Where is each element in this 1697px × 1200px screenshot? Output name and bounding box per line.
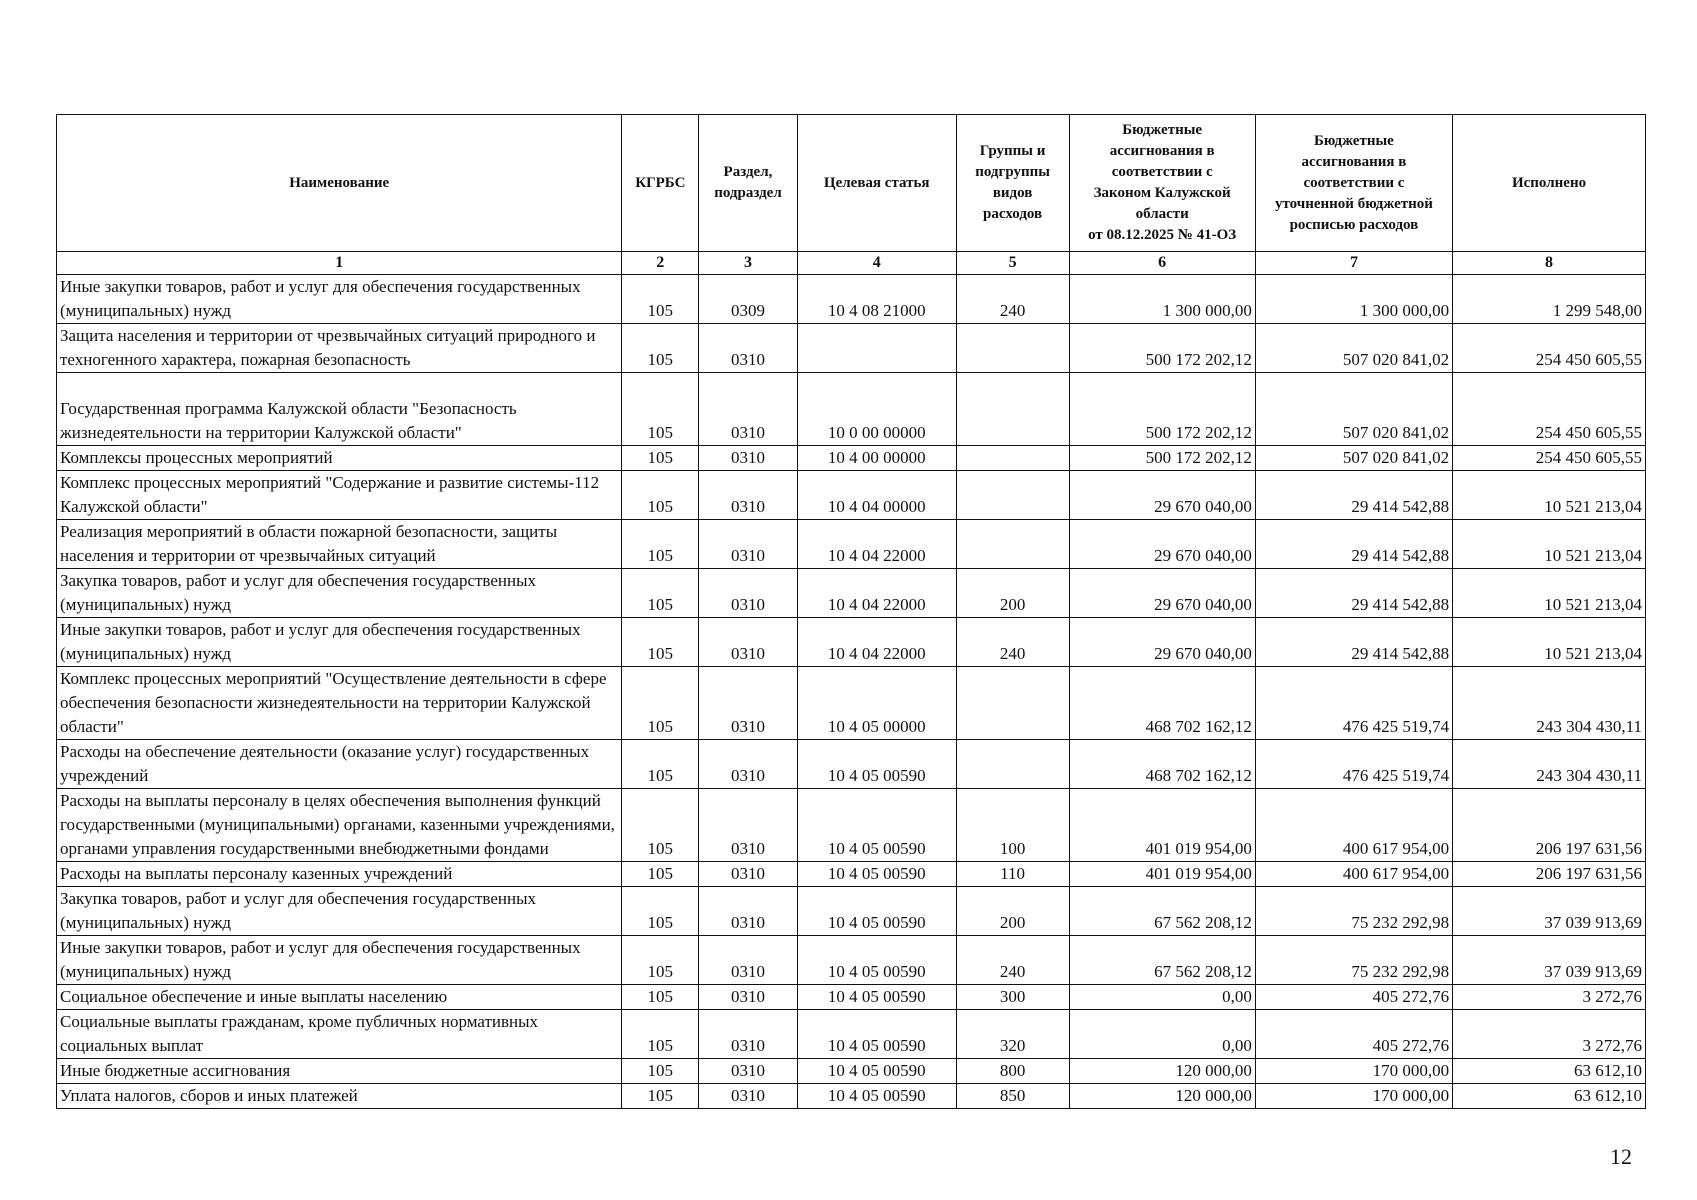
cell-refined-amount: 29 414 542,88	[1255, 471, 1452, 520]
cell-group: 320	[956, 1010, 1069, 1059]
cell-section: 0310	[699, 324, 798, 373]
cell-target: 10 4 05 00590	[797, 1084, 956, 1109]
cell-group	[956, 520, 1069, 569]
cell-law-amount: 468 702 162,12	[1069, 667, 1255, 740]
cell-group: 240	[956, 618, 1069, 667]
table-row	[57, 275, 1646, 324]
cell-kgrbs: 105	[622, 1059, 699, 1084]
cell-section: 0310	[699, 618, 798, 667]
table-row	[57, 324, 1646, 373]
cell-kgrbs: 105	[622, 1010, 699, 1059]
cell-refined-amount: 29 414 542,88	[1255, 520, 1452, 569]
table-row	[57, 1084, 1646, 1109]
cell-law-amount: 29 670 040,00	[1069, 618, 1255, 667]
cell-law-amount: 29 670 040,00	[1069, 520, 1255, 569]
cell-group: 300	[956, 985, 1069, 1010]
cell-law-amount: 500 172 202,12	[1069, 446, 1255, 471]
cell-refined-amount: 1 300 000,00	[1255, 275, 1452, 324]
table-row	[57, 887, 1646, 936]
cell-name: Государственная программа Калужской области "Безопасность жизнедеятельности на территории Калужской области"	[57, 373, 622, 446]
cell-law-amount: 500 172 202,12	[1069, 373, 1255, 446]
cell-law-amount: 67 562 208,12	[1069, 936, 1255, 985]
cell-target: 10 4 04 22000	[797, 618, 956, 667]
cell-group: 240	[956, 936, 1069, 985]
column-number-row	[57, 252, 1646, 275]
cell-section: 0310	[699, 446, 798, 471]
cell-kgrbs: 105	[622, 789, 699, 862]
column-number: 3	[699, 252, 798, 275]
cell-name: Комплекс процессных мероприятий "Содержание и развитие системы-112 Калужской области"	[57, 471, 622, 520]
cell-law-amount: 0,00	[1069, 1010, 1255, 1059]
cell-group: 240	[956, 275, 1069, 324]
cell-target: 10 4 05 00590	[797, 789, 956, 862]
table-row	[57, 569, 1646, 618]
table-row	[57, 985, 1646, 1010]
cell-law-amount: 29 670 040,00	[1069, 471, 1255, 520]
cell-executed-amount: 254 450 605,55	[1453, 373, 1646, 446]
cell-executed-amount: 254 450 605,55	[1453, 446, 1646, 471]
cell-section: 0309	[699, 275, 798, 324]
cell-section: 0310	[699, 936, 798, 985]
cell-name: Защита населения и территории от чрезвычайных ситуаций природного и техногенного характера, пожарная безопасность	[57, 324, 622, 373]
cell-target: 10 4 05 00590	[797, 887, 956, 936]
cell-group	[956, 667, 1069, 740]
budget-table	[56, 114, 1646, 1109]
cell-executed-amount: 3 272,76	[1453, 985, 1646, 1010]
cell-refined-amount: 75 232 292,98	[1255, 936, 1452, 985]
table-row	[57, 789, 1646, 862]
cell-name: Закупка товаров, работ и услуг для обеспечения государственных (муниципальных) нужд	[57, 887, 622, 936]
header-name: Наименование	[57, 115, 622, 252]
cell-executed-amount: 254 450 605,55	[1453, 324, 1646, 373]
cell-target: 10 4 00 00000	[797, 446, 956, 471]
cell-name: Комплексы процессных мероприятий	[57, 446, 622, 471]
table-body	[57, 275, 1646, 1109]
cell-kgrbs: 105	[622, 985, 699, 1010]
cell-name: Расходы на выплаты персоналу казенных учреждений	[57, 862, 622, 887]
cell-group	[956, 446, 1069, 471]
cell-refined-amount: 476 425 519,74	[1255, 740, 1452, 789]
table-header	[57, 115, 1646, 275]
cell-section: 0310	[699, 887, 798, 936]
cell-executed-amount: 3 272,76	[1453, 1010, 1646, 1059]
cell-executed-amount: 63 612,10	[1453, 1059, 1646, 1084]
cell-kgrbs: 105	[622, 520, 699, 569]
cell-group: 850	[956, 1084, 1069, 1109]
cell-kgrbs: 105	[622, 667, 699, 740]
cell-group: 100	[956, 789, 1069, 862]
cell-executed-amount: 37 039 913,69	[1453, 887, 1646, 936]
cell-section: 0310	[699, 789, 798, 862]
cell-target: 10 4 04 00000	[797, 471, 956, 520]
cell-target: 10 4 05 00590	[797, 1059, 956, 1084]
cell-refined-amount: 400 617 954,00	[1255, 789, 1452, 862]
cell-kgrbs: 105	[622, 373, 699, 446]
cell-section: 0310	[699, 862, 798, 887]
cell-target: 10 4 05 00590	[797, 740, 956, 789]
cell-section: 0310	[699, 569, 798, 618]
cell-executed-amount: 243 304 430,11	[1453, 740, 1646, 789]
column-number: 7	[1255, 252, 1452, 275]
cell-executed-amount: 243 304 430,11	[1453, 667, 1646, 740]
cell-refined-amount: 507 020 841,02	[1255, 324, 1452, 373]
cell-name: Уплата налогов, сборов и иных платежей	[57, 1084, 622, 1109]
table-row	[57, 446, 1646, 471]
cell-executed-amount: 206 197 631,56	[1453, 789, 1646, 862]
table-row	[57, 936, 1646, 985]
cell-group: 800	[956, 1059, 1069, 1084]
cell-refined-amount: 405 272,76	[1255, 985, 1452, 1010]
header-law-appropriations: Бюджетные ассигнования в соответствии с Законом Калужской области от 08.12.2025 № 41-ОЗ	[1069, 115, 1255, 252]
table-row	[57, 740, 1646, 789]
cell-target: 10 4 05 00590	[797, 862, 956, 887]
cell-name: Расходы на обеспечение деятельности (оказание услуг) государственных учреждений	[57, 740, 622, 789]
cell-law-amount: 500 172 202,12	[1069, 324, 1255, 373]
cell-kgrbs: 105	[622, 740, 699, 789]
cell-refined-amount: 29 414 542,88	[1255, 569, 1452, 618]
cell-kgrbs: 105	[622, 471, 699, 520]
column-number: 8	[1453, 252, 1646, 275]
table-row	[57, 520, 1646, 569]
cell-section: 0310	[699, 471, 798, 520]
cell-name: Комплекс процессных мероприятий "Осуществление деятельности в сфере обеспечения безопасности жизнедеятельности на территории Калужской области"	[57, 667, 622, 740]
cell-target: 10 4 04 22000	[797, 569, 956, 618]
cell-section: 0310	[699, 520, 798, 569]
cell-target: 10 4 05 00000	[797, 667, 956, 740]
cell-refined-amount: 75 232 292,98	[1255, 887, 1452, 936]
cell-refined-amount: 507 020 841,02	[1255, 446, 1452, 471]
cell-law-amount: 401 019 954,00	[1069, 789, 1255, 862]
cell-law-amount: 29 670 040,00	[1069, 569, 1255, 618]
cell-refined-amount: 170 000,00	[1255, 1084, 1452, 1109]
cell-name: Иные закупки товаров, работ и услуг для обеспечения государственных (муниципальных) нужд	[57, 618, 622, 667]
cell-kgrbs: 105	[622, 569, 699, 618]
cell-section: 0310	[699, 667, 798, 740]
cell-name: Иные бюджетные ассигнования	[57, 1059, 622, 1084]
cell-kgrbs: 105	[622, 936, 699, 985]
cell-executed-amount: 10 521 213,04	[1453, 618, 1646, 667]
cell-target: 10 0 00 00000	[797, 373, 956, 446]
cell-executed-amount: 10 521 213,04	[1453, 471, 1646, 520]
cell-section: 0310	[699, 373, 798, 446]
cell-kgrbs: 105	[622, 446, 699, 471]
cell-law-amount: 67 562 208,12	[1069, 887, 1255, 936]
table-row	[57, 1059, 1646, 1084]
cell-kgrbs: 105	[622, 1084, 699, 1109]
cell-target: 10 4 04 22000	[797, 520, 956, 569]
cell-kgrbs: 105	[622, 618, 699, 667]
cell-name: Иные закупки товаров, работ и услуг для обеспечения государственных (муниципальных) нужд	[57, 275, 622, 324]
cell-refined-amount: 405 272,76	[1255, 1010, 1452, 1059]
cell-law-amount: 120 000,00	[1069, 1059, 1255, 1084]
cell-law-amount: 1 300 000,00	[1069, 275, 1255, 324]
cell-name: Закупка товаров, работ и услуг для обеспечения государственных (муниципальных) нужд	[57, 569, 622, 618]
cell-target: 10 4 05 00590	[797, 985, 956, 1010]
table-row	[57, 862, 1646, 887]
cell-section: 0310	[699, 1084, 798, 1109]
cell-law-amount: 120 000,00	[1069, 1084, 1255, 1109]
cell-group	[956, 740, 1069, 789]
cell-refined-amount: 476 425 519,74	[1255, 667, 1452, 740]
cell-name: Расходы на выплаты персоналу в целях обеспечения выполнения функций государственными (муниципальными) органами, казенными учреждениями, органами управления государственными внебюджетными фондами	[57, 789, 622, 862]
table-row	[57, 618, 1646, 667]
cell-law-amount: 401 019 954,00	[1069, 862, 1255, 887]
column-number: 1	[57, 252, 622, 275]
cell-section: 0310	[699, 985, 798, 1010]
cell-target: 10 4 05 00590	[797, 1010, 956, 1059]
column-number: 4	[797, 252, 956, 275]
cell-executed-amount: 206 197 631,56	[1453, 862, 1646, 887]
cell-law-amount: 468 702 162,12	[1069, 740, 1255, 789]
cell-kgrbs: 105	[622, 862, 699, 887]
cell-group	[956, 471, 1069, 520]
cell-group: 200	[956, 887, 1069, 936]
cell-group: 200	[956, 569, 1069, 618]
header-target: Целевая статья	[797, 115, 956, 252]
cell-executed-amount: 1 299 548,00	[1453, 275, 1646, 324]
cell-name: Реализация мероприятий в области пожарной безопасности, защиты населения и территории от чрезвычайных ситуаций	[57, 520, 622, 569]
cell-refined-amount: 400 617 954,00	[1255, 862, 1452, 887]
cell-law-amount: 0,00	[1069, 985, 1255, 1010]
cell-refined-amount: 170 000,00	[1255, 1059, 1452, 1084]
header-section: Раздел, подраздел	[699, 115, 798, 252]
cell-target	[797, 324, 956, 373]
page-number: 12	[1610, 1144, 1632, 1169]
cell-section: 0310	[699, 1010, 798, 1059]
header-kgrbs: КГРБС	[622, 115, 699, 252]
cell-refined-amount: 507 020 841,02	[1255, 373, 1452, 446]
cell-name: Иные закупки товаров, работ и услуг для обеспечения государственных (муниципальных) нужд	[57, 936, 622, 985]
column-number: 6	[1069, 252, 1255, 275]
header-executed: Исполнено	[1453, 115, 1646, 252]
cell-executed-amount: 63 612,10	[1453, 1084, 1646, 1109]
cell-section: 0310	[699, 740, 798, 789]
cell-executed-amount: 37 039 913,69	[1453, 936, 1646, 985]
cell-executed-amount: 10 521 213,04	[1453, 569, 1646, 618]
cell-name: Социальное обеспечение и иные выплаты населению	[57, 985, 622, 1010]
cell-executed-amount: 10 521 213,04	[1453, 520, 1646, 569]
table-row	[57, 1010, 1646, 1059]
table-row	[57, 373, 1646, 446]
cell-refined-amount: 29 414 542,88	[1255, 618, 1452, 667]
cell-name: Социальные выплаты гражданам, кроме публичных нормативных социальных выплат	[57, 1010, 622, 1059]
cell-group	[956, 324, 1069, 373]
cell-section: 0310	[699, 1059, 798, 1084]
table-row	[57, 471, 1646, 520]
cell-group: 110	[956, 862, 1069, 887]
cell-kgrbs: 105	[622, 887, 699, 936]
cell-kgrbs: 105	[622, 275, 699, 324]
header-groups: Группы и подгруппы видов расходов	[956, 115, 1069, 252]
cell-target: 10 4 05 00590	[797, 936, 956, 985]
cell-target: 10 4 08 21000	[797, 275, 956, 324]
header-refined-appropriations: Бюджетные ассигнования в соответствии с уточненной бюджетной росписью расходов	[1255, 115, 1452, 252]
column-number: 2	[622, 252, 699, 275]
cell-kgrbs: 105	[622, 324, 699, 373]
table-row	[57, 667, 1646, 740]
column-number: 5	[956, 252, 1069, 275]
cell-group	[956, 373, 1069, 446]
